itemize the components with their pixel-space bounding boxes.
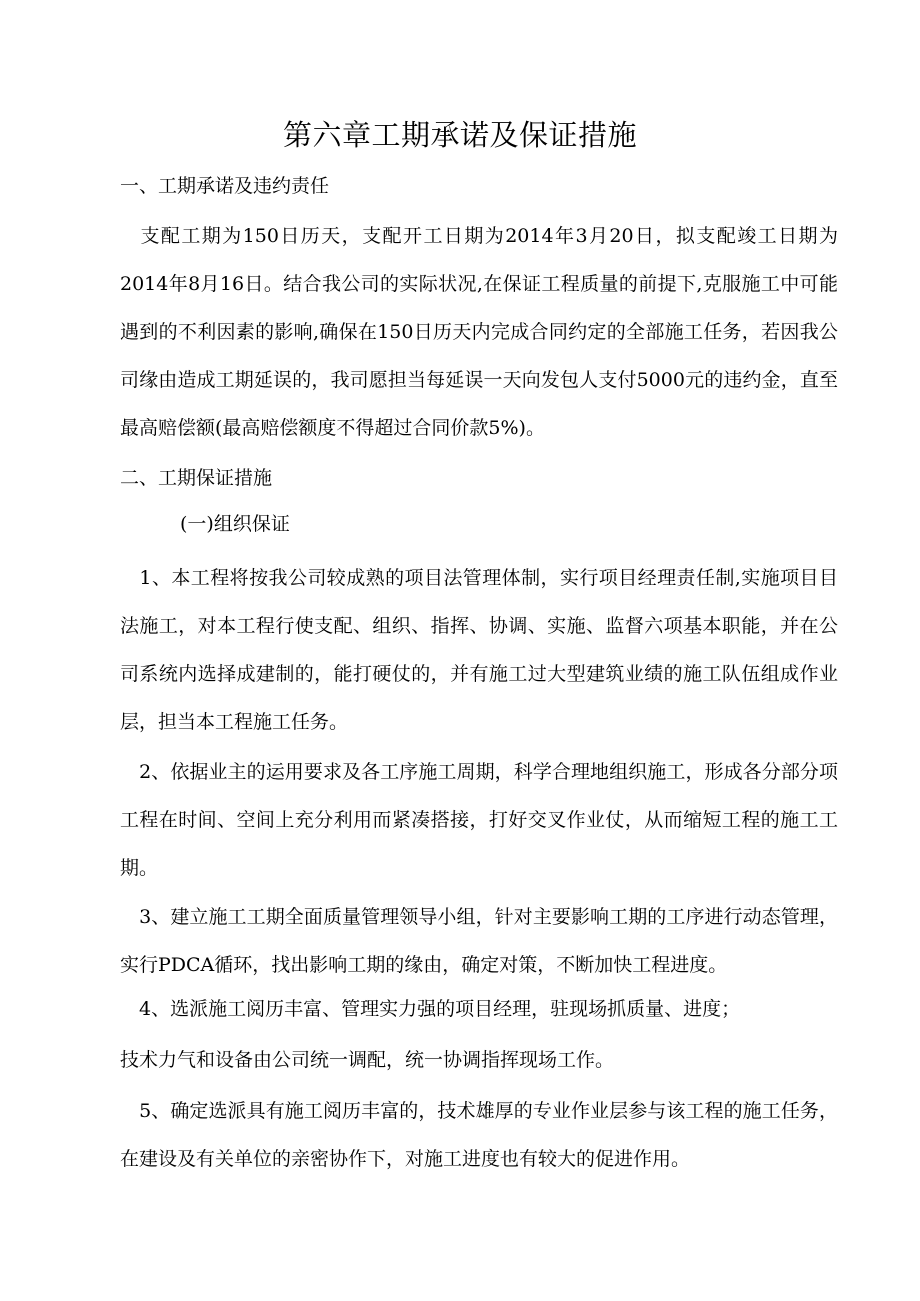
item-4-paragraph: 4、选派施工阅历丰富、管理实力强的项目经理，驻现场抓质量、进度； (120, 998, 741, 1020)
section1-heading: 一、工期承诺及违约责任 (120, 175, 330, 197)
section2-subheading: (一)组织保证 (180, 513, 290, 535)
item-4-continuation: 技术力气和设备由公司统一调配，统一协调指挥现场工作。 (120, 1049, 615, 1071)
section2-heading: 二、工期保证措施 (120, 467, 273, 489)
item-2-paragraph: 2、依据业主的运用要求及各工序施工周期，科学合理地组织施工，形成各分部分项工程在时间、空间上充分利用而紧凑搭接，打好交叉作业仗，从而缩短工程的施工工期。 (120, 761, 838, 879)
section1-paragraph: 支配工期为150日历天，支配开工日期为2014年3月20日，拟支配竣工日期为2014年8月16日。结合我公司的实际状况,在保证工程质量的前提下,克服施工中可能遇到的不利因素的影响,确保在150日历天内完成合同约定的全部施工任务，若因我公司缘由造成工期延误的，我司愿担当每延误一天向发包人支付5000元的违约金，直至最高赔偿额(最高赔偿额度不得超过合同价款5%)。 (120, 225, 838, 439)
item-1-paragraph: 1、本工程将按我公司较成熟的项目法管理体制，实行项目经理责任制,实施项目目法施工，对本工程行使支配、组织、指挥、协调、实施、监督六项基本职能，并在公司系统内选择成建制的，能打硬仗的，并有施工过大型建筑业绩的施工队伍组成作业层，担当本工程施工任务。 (120, 567, 838, 733)
item-3-paragraph: 3、建立施工工期全面质量管理领导小组，针对主要影响工期的工序进行动态管理，实行PDCA循环，找出影响工期的缘由，确定对策，不断加快工程进度。 (120, 906, 838, 976)
item-5-paragraph: 5、确定选派具有施工阅历丰富的，技术雄厚的专业作业层参与该工程的施工任务，在建设及有关单位的亲密协作下，对施工进度也有较大的促进作用。 (120, 1100, 838, 1170)
page-title: 第六章工期承诺及保证措施 (282, 118, 637, 152)
